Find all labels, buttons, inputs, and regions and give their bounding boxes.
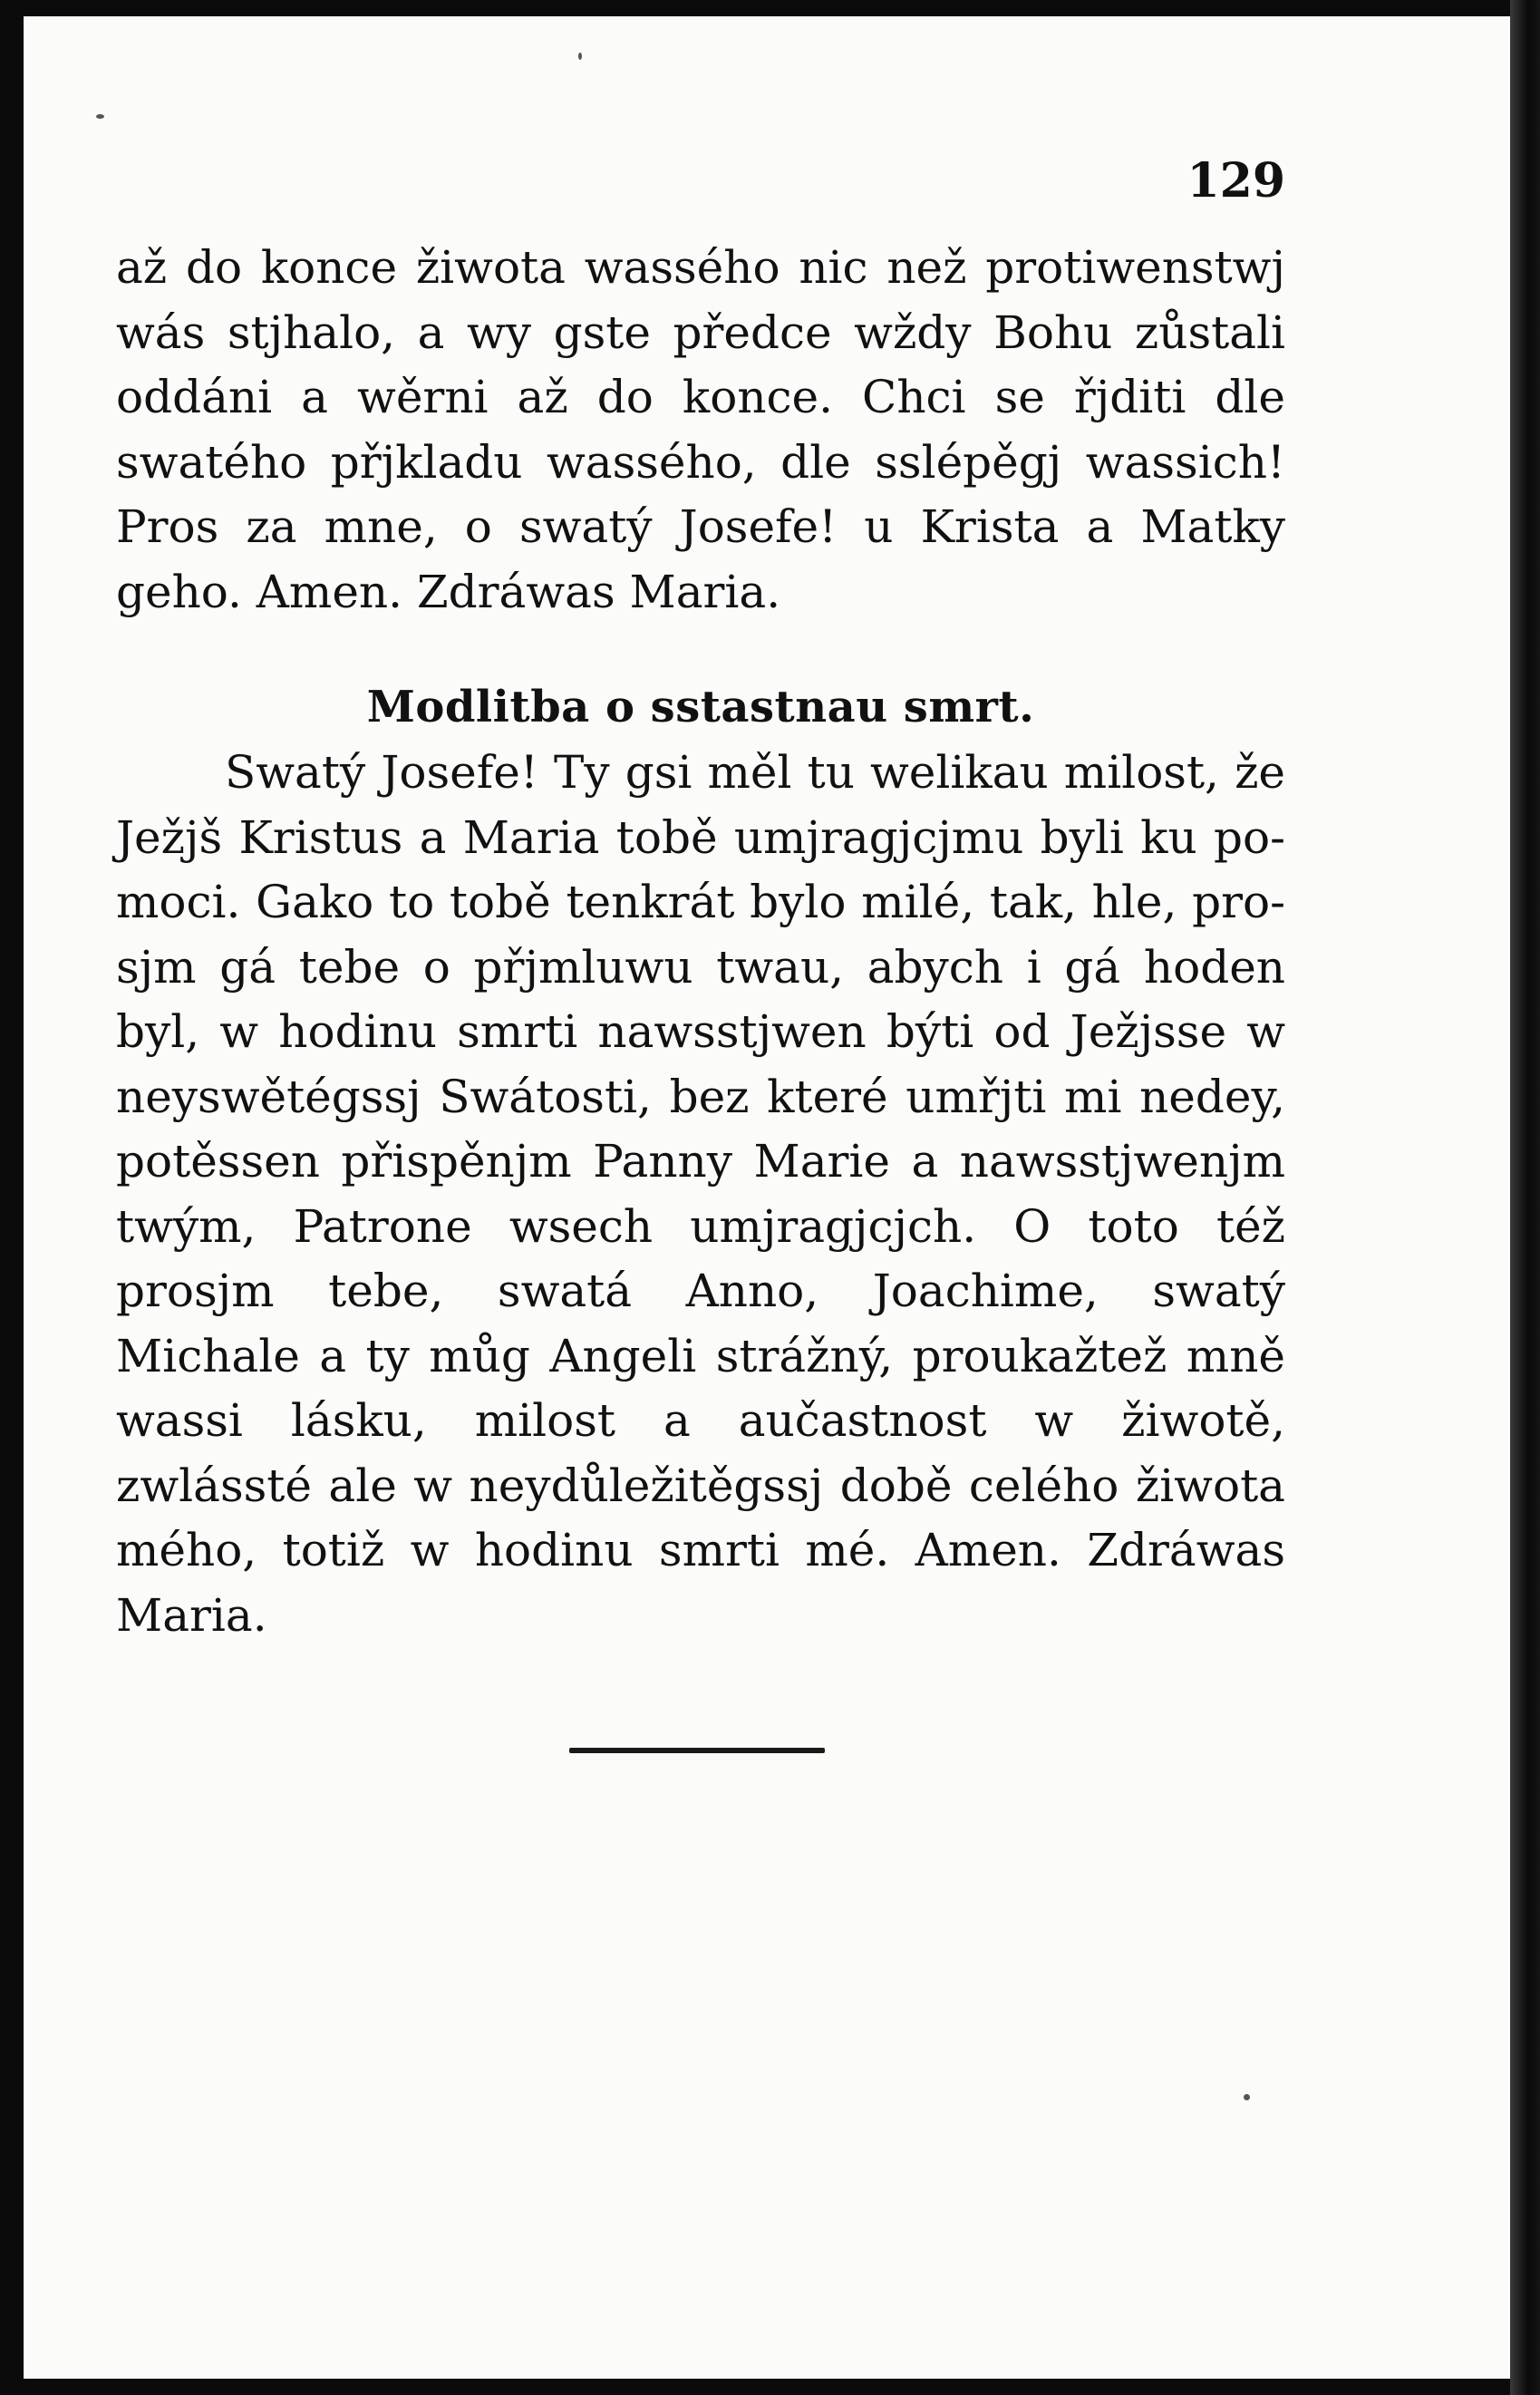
paper-speck: [578, 53, 582, 60]
page-number: 129: [1186, 153, 1285, 208]
paragraph-prayer: Swatý Josefe! Ty gsi měl tu welikau milost, že Ježjš Kristus a Maria tobě umjragjcjmu byli ku pomoci. Gako to tobě tenkrát bylo milé, tak, hle, prosjm gá tebe o přjmluwu twau, abych i gá hoden byl, w hodinu smrti nawsstjwen býti od Ježjsse w neyswětégssj Swátosti, bez které umřjti mi nedey, potěssen přispěnjm Panny Marie a nawsstjwenjm twým, Patrone wsech umjragjcjch. O toto též prosjm tebe, swatá Anno, Joachime, swatý Michale a ty můg Angeli strážný, proukažtež mně wassi lásku, milost a aučastnost w žiwotě, zwlássté ale w neydůležitěgssj době celého žiwota mého, totiž w hodinu smrti mé. Amen. Zdráwas Maria.: [116, 746, 1285, 1642]
page-edge-shadow: [1510, 0, 1540, 2395]
paper-speck: [1244, 2094, 1250, 2100]
closing-rule: [569, 1748, 825, 1753]
section-heading: Modlitba o sstastnau smrt.: [366, 682, 1035, 732]
paragraph-intro: až do konce žiwota wassého nic než protiwenstwj wás stjhalo, a wy gste předce wždy Bohu zůstali oddáni a wěrni až do konce. Chci se řjditi dle swatého přjkladu wassého, dle sslépěgj wassich! Pros za mne, o swatý Josefe! u Krista a Matky geho. Amen. Zdráwas Maria.: [116, 241, 1285, 618]
paper-speck: [96, 114, 104, 119]
